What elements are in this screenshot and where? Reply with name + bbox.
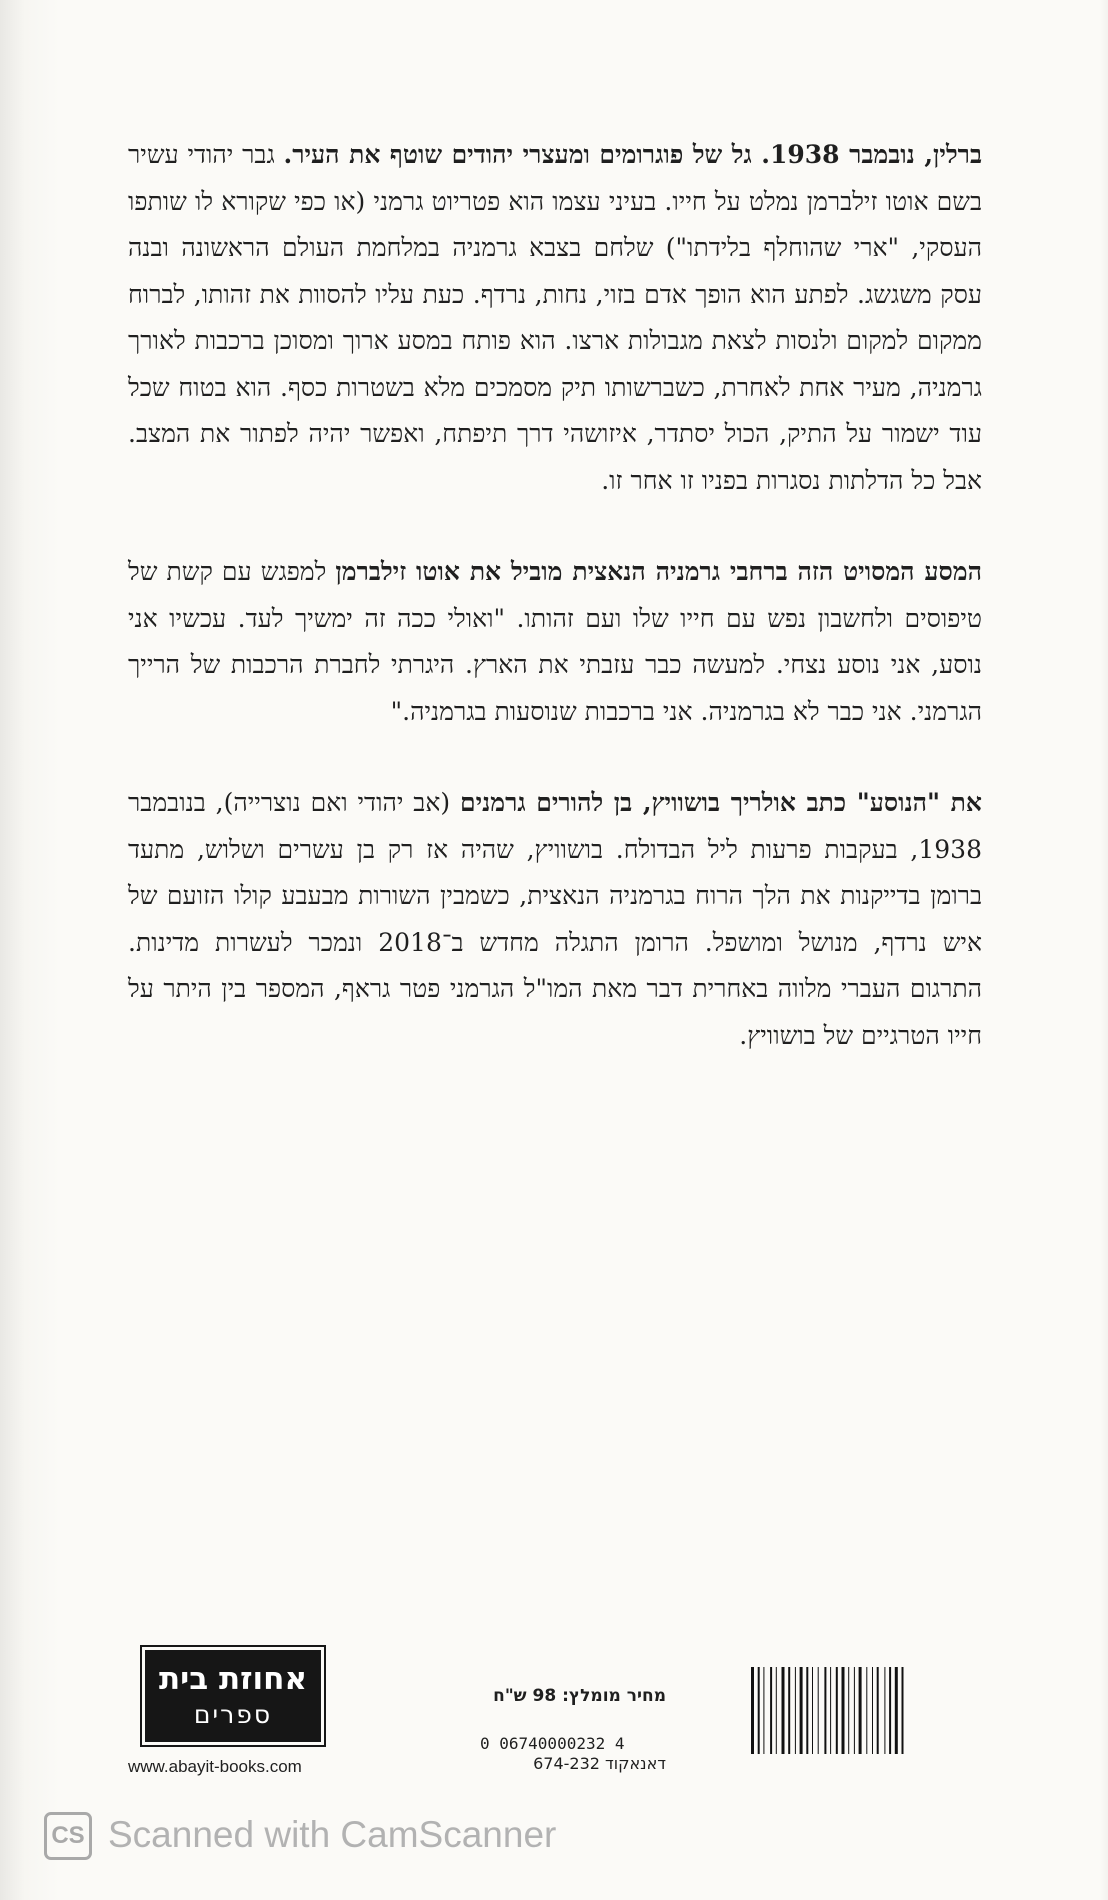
blurb-paragraph-1 xyxy=(128,132,982,504)
blurb-paragraph-3 xyxy=(128,780,982,1059)
publisher-logo-subtitle: ספרים xyxy=(193,1700,273,1729)
isbn-number: 0 06740000232 4 xyxy=(480,1734,625,1753)
recommended-price: מחיר מומלץ: 98 ש"ח xyxy=(493,1686,666,1706)
paragraph-2-body: למפגש עם קשת של טיפוסים ולחשבון נפש עם חייו שלו ועם זהותו. "ואולי ככה זה ימשיך לעד. עכשיו אני נוסע, אני נוסע נצחי. למעשה כבר עזבתי את הארץ. היגרתי לחברת הרכבות של הרייך הגרמני. אני כבר לא בגרמניה. אני ברכבות שנוסעות בגרמניה." xyxy=(128,557,982,726)
barcode-icon xyxy=(750,1667,968,1754)
paragraph-1-body: גבר יהודי עשיר בשם אוטו זילברמן נמלט על חייו. בעיני עצמו הוא פטריוט גרמני (או כפי שקורא לו שותפו העסקי, "ארי שהוחלף בלידתו") שלחם בצבא גרמניה במלחמת העולם הראשונה ובנה עסק משגשג. לפתע הוא הופך אדם בזוי, נחות, נרדף. כעת עליו להסוות את זהותו, לברוח ממקום למקום ולנסות לצאת מגבולות ארצו. הוא פותח במסע ארוך ומסוכן ברכבות לאורך גרמניה, מעיר אחת לאחרת, כשברשותו תיק מסמכים מלא בשטרות כסף. הוא בטוח שכל עוד ישמור על התיק, הכול יסתדר, איזושהי דרך תיפתח, ואפשר יהיה לפתור את המצב. אבל כל הדלתות נסגרות בפניו זו אחר זו. xyxy=(128,140,982,495)
camscanner-logo-icon: CS xyxy=(44,1812,92,1860)
blurb-text xyxy=(128,132,982,1059)
paragraph-1-lead: ברלין, נובמבר 1938. גל של פוגרומים ומעצרי יהודים שוטף את העיר. xyxy=(283,140,982,169)
paragraph-3-body: (אב יהודי ואם נוצרייה), בנובמבר 1938, בעקבות פרעות ליל הבדולח. בושוויץ, שהיה אז רק בן עשרים ושלוש, מתעד ברומן בדייקנות את הלך הרוח בגרמניה הנאצית, כשמבין השורות מבעבע קולו הזועם של איש נרדף, מנושל ומושפל. הרומן התגלה מחדש ב־2018 ונמכר לעשרות מדינות. התרגום העברי מלווה באחרית דבר מאת המו"ל הגרמני פטר גראף, המספר בין היתר על חייו הטרגיים של בושוויץ. xyxy=(128,788,982,1050)
publisher-logo xyxy=(145,1650,321,1742)
paragraph-3-lead: את "הנוסע" כתב אולריך בושוויץ, בן להורים גרמנים xyxy=(459,788,982,817)
camscanner-watermark xyxy=(44,1810,604,1866)
paragraph-2-lead: המסע המסויט הזה ברחבי גרמניה הנאצית מוביל את אוטו זילברמן xyxy=(335,557,982,586)
dancode-label: דאנאקוד 674-232 xyxy=(533,1754,666,1773)
camscanner-watermark-text: Scanned with CamScanner xyxy=(108,1814,557,1855)
publisher-logo-name: אחוזת בית xyxy=(158,1661,308,1697)
blurb-paragraph-2 xyxy=(128,549,982,735)
publisher-website: www.abayit-books.com xyxy=(128,1757,302,1776)
